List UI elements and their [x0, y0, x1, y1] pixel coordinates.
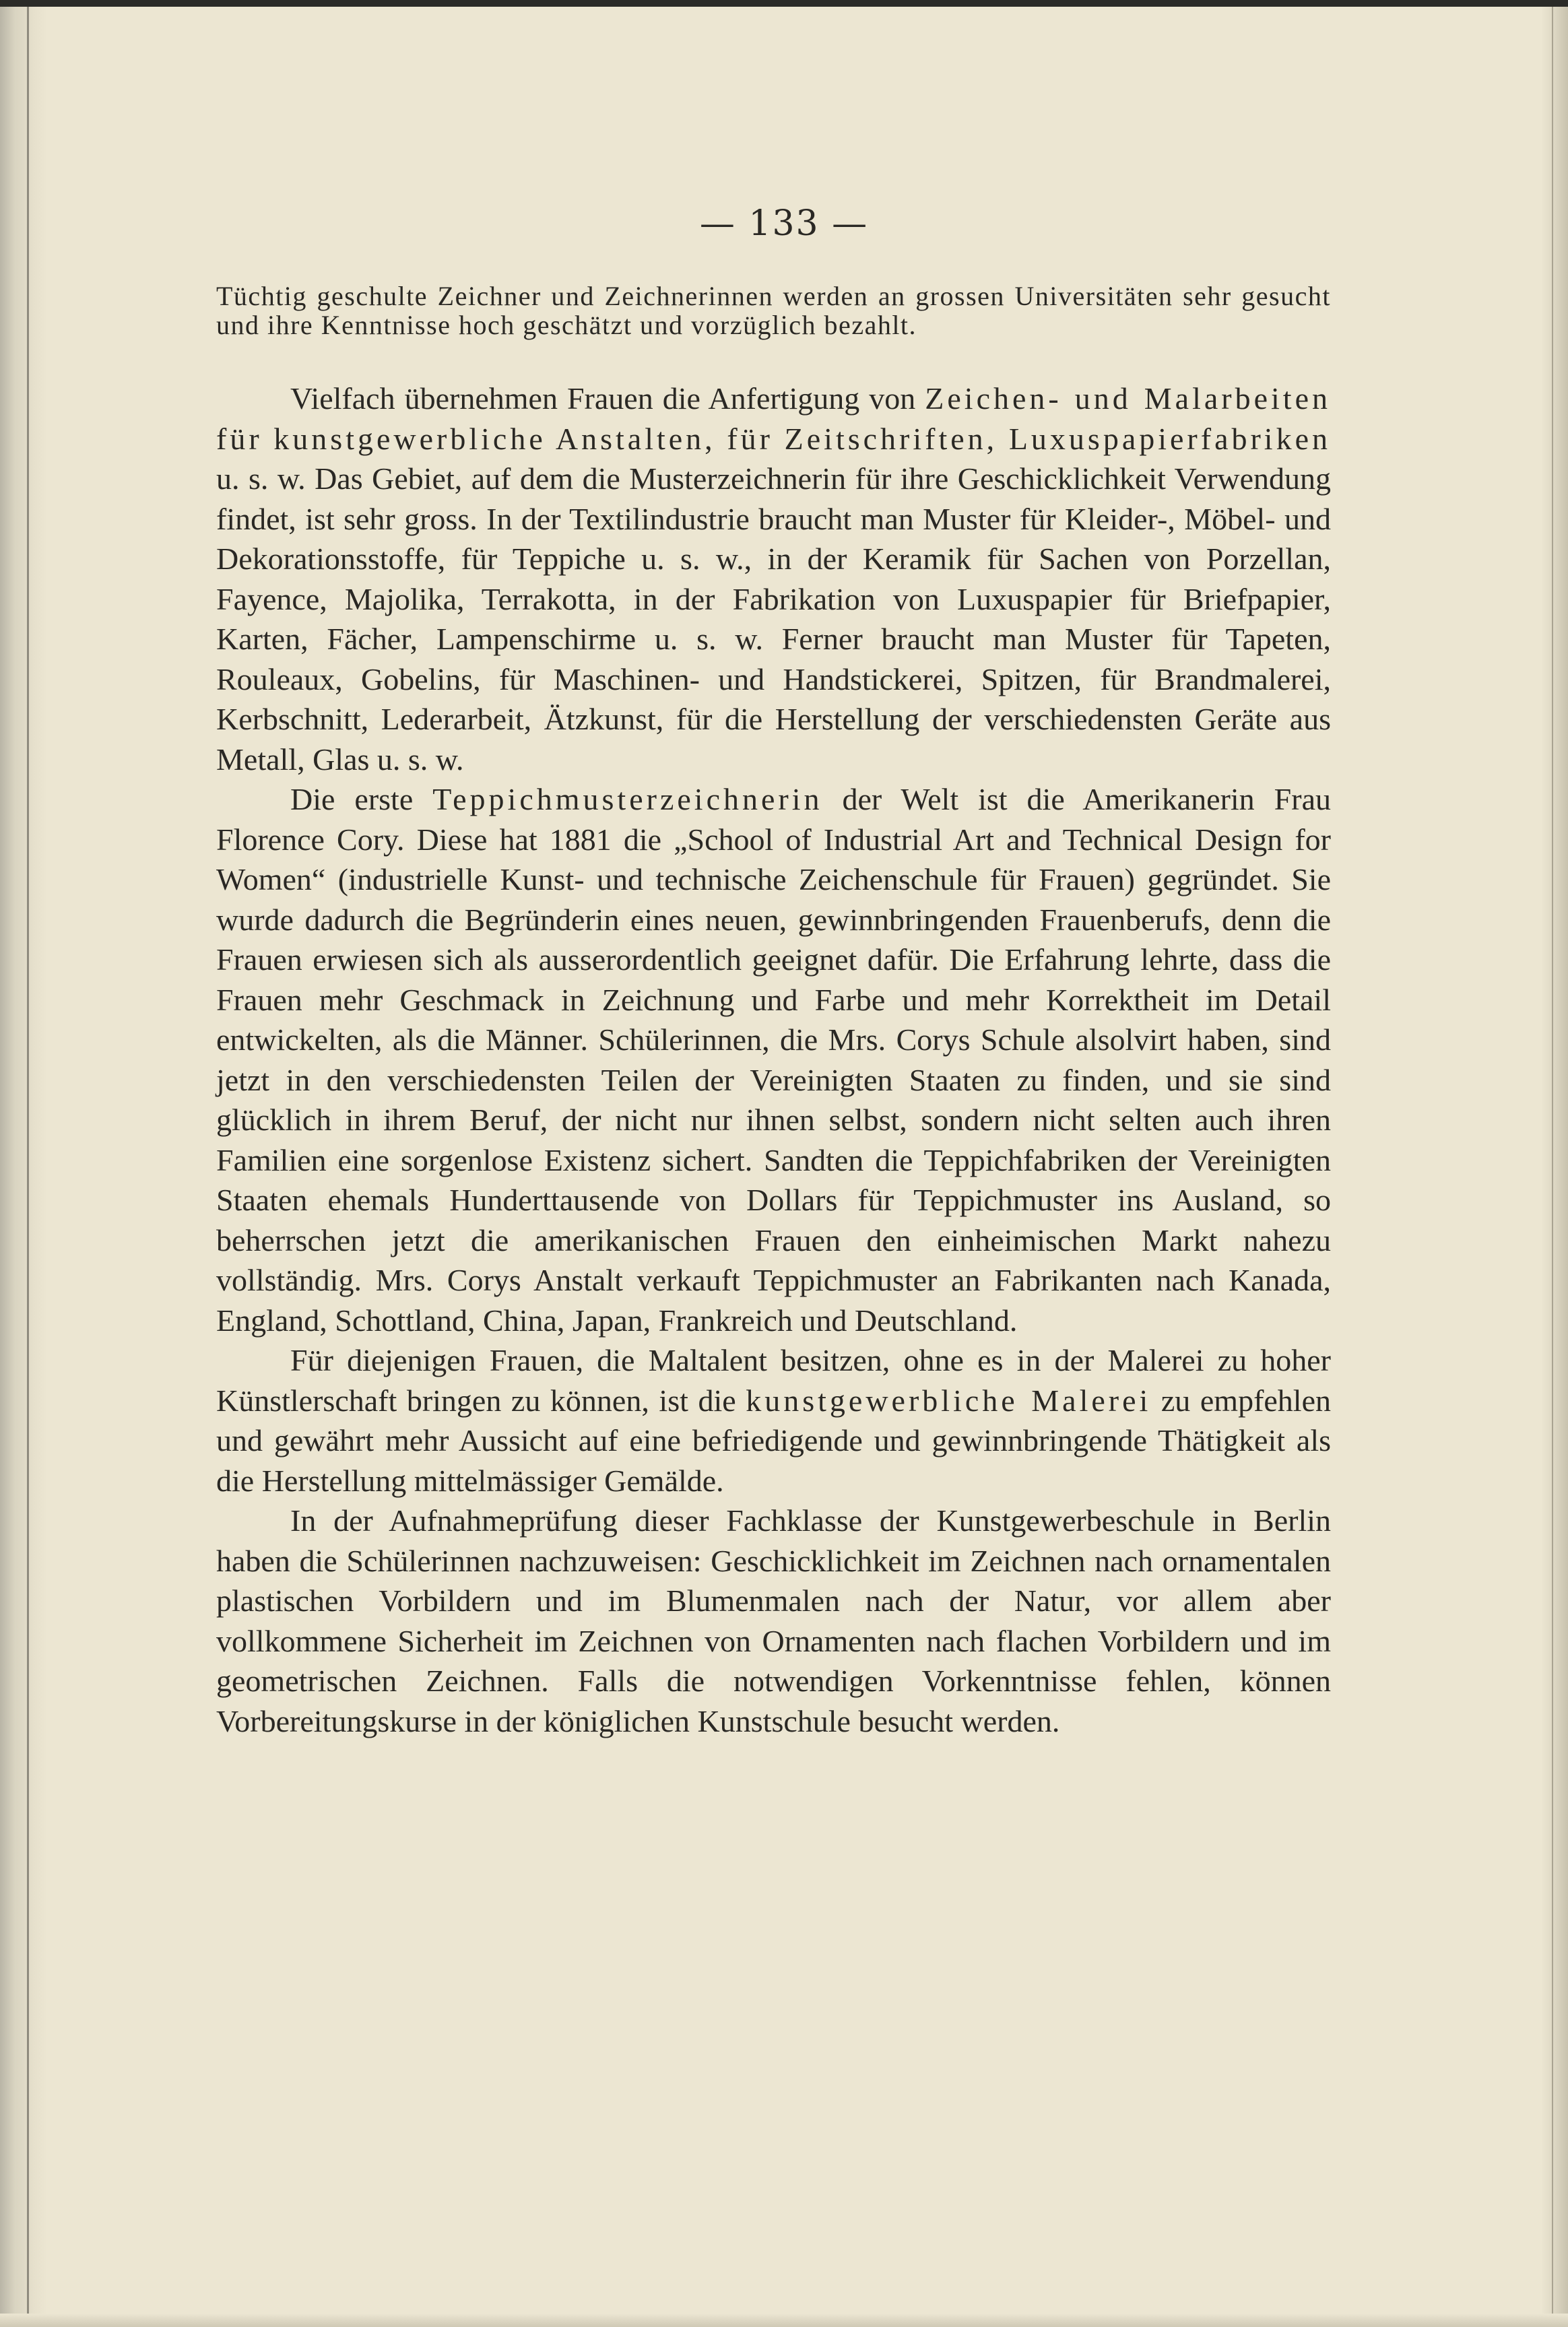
page-bottom-edge: [0, 2314, 1568, 2327]
binding-line: [27, 7, 29, 2327]
page-right-edge: [1541, 0, 1568, 2327]
paragraph-3-emphasis: kunstgewerbliche Malerei: [746, 1383, 1152, 1418]
paragraph-3-part-c: zu empfehlen und gewährt mehr Aussicht auf eine befriedigende und gewinnbringende Thätigkeit als die Herstellung mittelmässiger Gemälde.: [216, 1383, 1331, 1498]
body-text: [216, 282, 1331, 1741]
paragraph-4: In der Aufnahmeprüfung dieser Fachklasse der Kunstgewerbeschule in Berlin haben die Schülerinnen nachzuweisen: Geschicklichkeit im Zeichnen nach ornamentalen plastischen Vorbildern und im Blumenmalen nach der Natur, vor allem aber vollkommene Sicherheit im Zeichnen von Ornamenten nach flachen Vorbildern und im geometrischen Zeichnen. Falls die notwendigen Vorkenntnisse fehlen, können Vorbereitungskurse in der königlichen Kunstschule besucht werden.: [216, 1503, 1331, 1738]
paragraph-2-emphasis: Teppichmusterzeichnerin: [432, 782, 823, 816]
paragraph-2-part-c: der Welt ist die Amerikanerin Frau Florence Cory. Diese hat 1881 die „School of Industrial Art and Technical Design for Women“ (industrielle Kunst- und technische Zeichenschule für Frauen) gegründet. Sie wurde dadurch die Begründerin eines neuen, gewinnbringenden Frauenberufs, denn die Frauen erwiesen sich als ausserordentlich geeignet dafür. Die Erfahrung lehrte, dass die Frauen mehr Geschmack in Zeichnung und Farbe und mehr Korrektheit im Detail entwickelten, als die Männer. Schülerinnen, die Mrs. Corys Schule alsolvirt haben, sind jetzt in den verschiedensten Teilen der Vereinigten Staaten zu finden, und sie sind glücklich in ihrem Beruf, der nicht nur ihnen selbst, sondern nicht selten auch ihren Familien eine sorgenlose Existenz sichert. Sandten die Teppichfabriken der Vereinigten Staaten ehemals Hunderttausende von Dollars für Teppichmuster ins Ausland, so beherrschen jetzt die amerikanischen Frauen den einheimischen Markt nahezu vollständig. Mrs. Corys Anstalt verkauft Teppichmuster an Fabrikanten nach Kanada, England, Schottland, China, Japan, Frankreich und Deutschland.: [216, 782, 1331, 1338]
paragraph-1: [216, 379, 1331, 779]
paragraph-3: [216, 1340, 1331, 1501]
scan-top-edge: [0, 0, 1568, 7]
paragraph-2: [216, 779, 1331, 1340]
paragraph-1-part-a: Vielfach übernehmen Frauen die Anfertigung von: [290, 381, 925, 416]
paragraph-3-part-a: Für diejenigen Frauen, die Maltalent besitzen, ohne es in der Malerei zu hoher Künstlerschaft bringen zu können, ist die: [216, 1343, 1331, 1418]
paragraph-1-part-c: u. s. w. Das Gebiet, auf dem die Musterzeichnerin für ihre Geschicklichkeit Verwendung findet, ist sehr gross. In der Textilindustrie braucht man Muster für Kleider-, Möbel- und Dekorationsstoffe, für Teppiche u. s. w., in der Keramik für Sachen von Porzellan, Fayence, Majolika, Terrakotta, in der Fabrikation von Luxuspapier für Briefpapier, Karten, Fächer, Lampenschirme u. s. w. Ferner braucht man Muster für Tapeten, Rouleaux, Gobelins, für Maschinen- und Handstickerei, Spitzen, für Brandmalerei, Kerbschnitt, Lederarbeit, Ätzkunst, für die Herstellung der verschiedensten Geräte aus Metall, Glas u. s. w.: [216, 461, 1331, 777]
page-number: — 133 —: [699, 203, 869, 244]
page-right-line: [1552, 7, 1553, 2327]
paragraph-1-emphasis: Zeichen- und Malarbeiten für kunstgewerbliche Anstalten, für Zeitschriften, Luxuspapierfabriken: [216, 381, 1331, 456]
intro-paragraph: Tüchtig geschulte Zeichner und Zeichnerinnen werden an grossen Universitäten sehr gesucht und ihre Kenntnisse hoch geschätzt und vorzüglich bezahlt.: [216, 281, 1331, 340]
page-left-edge: [0, 0, 47, 2327]
paragraph-2-part-a: Die erste: [290, 782, 433, 816]
